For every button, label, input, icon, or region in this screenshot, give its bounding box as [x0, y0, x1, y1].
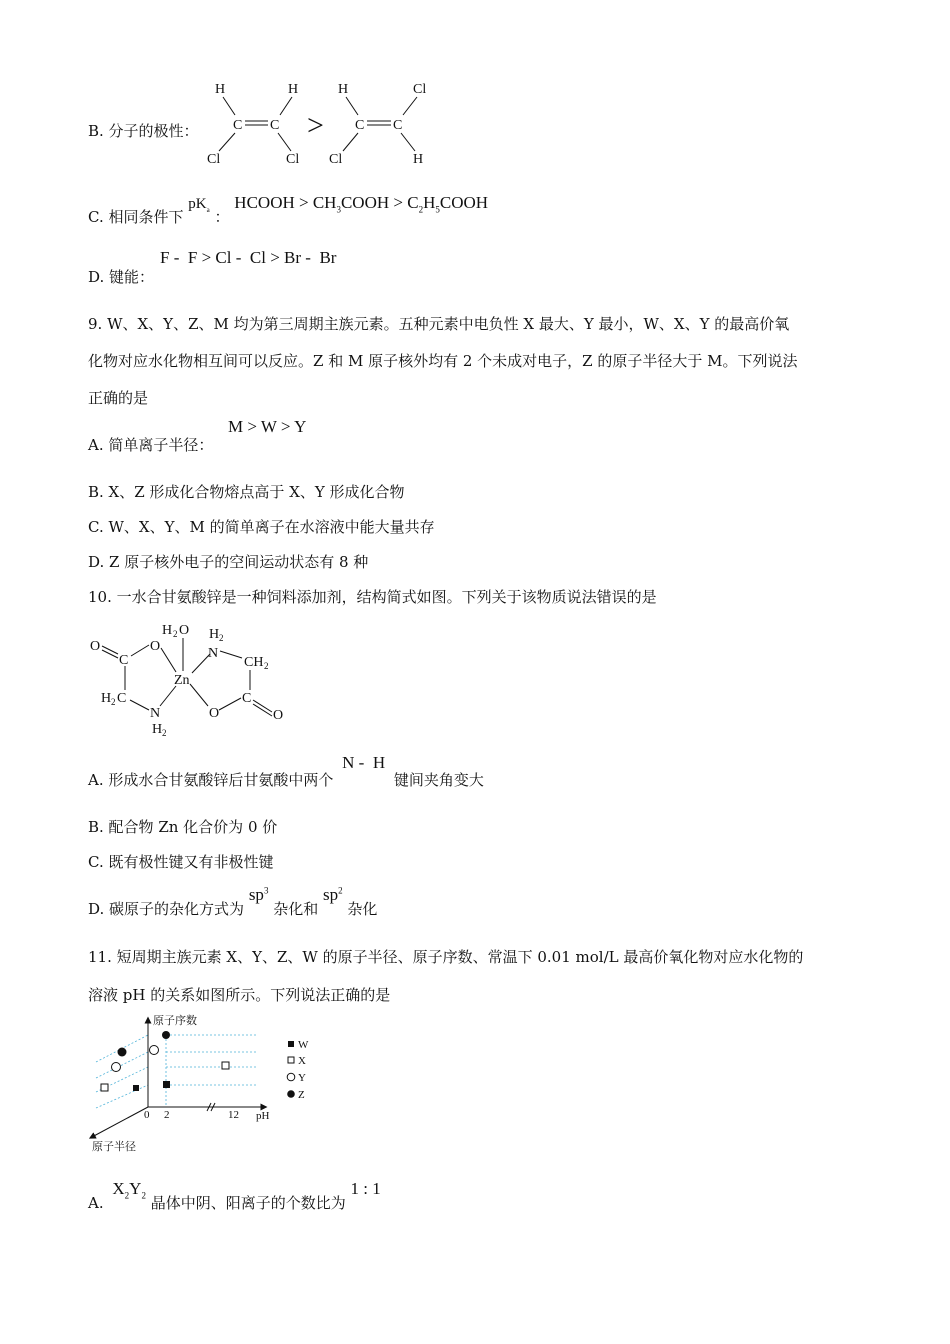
q10-option-b: B. 配合物 Zn 化合价为 0 价	[88, 818, 278, 836]
cis-cl1: Cl	[207, 152, 221, 167]
atom-n-top	[208, 627, 224, 661]
q10-option-d-pre: D. 碳原子的杂化方式为	[88, 900, 245, 918]
q9-ion-radius-order: M > W > Y	[228, 417, 307, 436]
atom-o-dbl-left: O	[90, 639, 101, 654]
q8-bond-energy-order: F - F > Cl - Cl > Br - Br	[160, 248, 337, 267]
legend-y: Y	[298, 1072, 306, 1084]
q9-stem-line3: 正确的是	[88, 389, 149, 407]
svg-text:2: 2	[111, 697, 116, 707]
atom-c-left: C	[119, 653, 129, 668]
svg-text:2: 2	[173, 629, 178, 639]
svg-text:H: H	[162, 623, 173, 638]
q11-formula: $X_2Y_2$	[112, 1179, 146, 1201]
cis-c2: C	[270, 118, 280, 133]
q8-option-c-label: C. 相同条件下	[88, 208, 184, 226]
atom-c-right: C	[242, 691, 252, 706]
legend-z-marker	[287, 1090, 295, 1098]
zinc-glycinate-structure	[88, 618, 298, 740]
trans-cl1: Cl	[413, 82, 427, 97]
cis-cl2: Cl	[286, 152, 300, 167]
atom-o-bottom: O	[209, 706, 220, 721]
svg-text:H: H	[101, 691, 112, 706]
svg-text:H: H	[152, 722, 163, 737]
polarity-greater-sign: >	[307, 109, 324, 142]
atom-ch2-top	[244, 655, 269, 671]
q10-option-c: C. 既有极性键又有非极性键	[88, 853, 274, 871]
trans-dichloroethene	[329, 82, 426, 167]
q10-sp3: $sp^3$	[248, 885, 269, 904]
atom-o-left: O	[150, 639, 161, 654]
atom-zn: Zn	[174, 673, 190, 688]
q10-option-d-mid: 杂化和	[273, 900, 319, 918]
legend-y-marker	[287, 1073, 295, 1081]
q8-pka: $pK_a$	[188, 196, 210, 214]
z-axis	[92, 1107, 148, 1137]
cis-h2: H	[288, 82, 299, 97]
q11-option-a	[88, 1178, 381, 1212]
q10-option-a-pre: A. 形成水合甘氨酸锌后甘氨酸中两个	[88, 771, 334, 789]
chart-legend	[287, 1039, 309, 1101]
legend-w-marker	[288, 1041, 294, 1047]
q9-option-b: B. X、Z 形成化合物熔点高于 X、Y 形成化合物	[88, 483, 405, 501]
q10-option-d-post: 杂化	[347, 900, 378, 918]
q10-option-d	[88, 884, 378, 918]
svg-text:N: N	[208, 646, 219, 661]
q9-option-a-label: A. 简单离子半径：	[88, 436, 214, 454]
legend-x-marker	[288, 1057, 294, 1063]
svg-text:2: 2	[264, 661, 269, 671]
svg-text:N: N	[150, 706, 161, 721]
point-z	[162, 1031, 170, 1039]
q8-option-d-label: D. 键能：	[88, 268, 155, 286]
legend-x: X	[298, 1055, 306, 1067]
q8-option-c-colon: ：	[214, 208, 230, 226]
q10-option-a	[88, 752, 484, 789]
q9-option-c: C. W、X、Y、M 的简单离子在水溶液中能大量共存	[88, 518, 435, 536]
svg-text:H: H	[209, 627, 220, 642]
atom-water	[162, 623, 189, 639]
q11-element-chart	[86, 1012, 326, 1157]
q11-ratio: 1 : 1	[350, 1179, 381, 1198]
point-y-proj	[112, 1063, 121, 1072]
q11-option-a-mid: 晶体中阴、阳离子的个数比为	[150, 1194, 346, 1212]
q8-option-b-label: B. 分子的极性：	[88, 122, 199, 140]
legend-w: W	[298, 1039, 309, 1051]
x-tick-0: 0	[144, 1109, 150, 1121]
x-tick-12: 12	[228, 1109, 239, 1121]
atom-n-bottom	[150, 706, 167, 738]
q10-nh-bond: N - H	[342, 753, 386, 772]
svg-text:2: 2	[162, 728, 167, 738]
q10-stem: 10. 一水合甘氨酸锌是一种饲料添加剂，结构简式如图。下列关于该物质说法错误的是	[88, 588, 657, 606]
y-axis-label: 原子序数	[153, 1014, 197, 1027]
trans-h2: H	[413, 152, 424, 167]
point-w-proj	[133, 1085, 139, 1091]
atom-o-dbl-right: O	[273, 708, 284, 723]
z-axis-label: 原子半径	[92, 1140, 136, 1153]
chart-guides	[96, 1035, 256, 1108]
legend-z: Z	[298, 1089, 305, 1101]
point-x	[222, 1062, 229, 1069]
q11-stem-line2: 溶液 pH 的关系如图所示。下列说法正确的是	[88, 986, 391, 1004]
q11-stem-line1: 11. 短周期主族元素 X、Y、Z、W 的原子半径、原子序数、常温下 0.01 mol/L 最高价氧化物对应水化物的	[88, 948, 804, 966]
point-w	[163, 1081, 170, 1088]
point-y	[150, 1046, 159, 1055]
svg-text:CH: CH	[244, 655, 264, 670]
q11-option-a-pre: A.	[88, 1194, 104, 1212]
cis-h1: H	[215, 82, 226, 97]
q10-option-a-post: 键间夹角变大	[393, 771, 484, 789]
q8-option-c	[88, 192, 489, 226]
trans-c2: C	[393, 118, 403, 133]
point-z-proj	[118, 1048, 127, 1057]
trans-cl2: Cl	[329, 152, 343, 167]
q10-sp2: $sp^2$	[323, 885, 343, 904]
atom-h2c	[101, 691, 126, 707]
chart-points	[101, 1031, 229, 1091]
q9-option-d: D. Z 原子核外电子的空间运动状态有 8 种	[88, 553, 369, 571]
q9-stem-line2: 化物对应水化物相互间可以反应。Z 和 M 原子核外均有 2 个未成对电子，Z 的原子半径大于 M。下列说法	[88, 352, 798, 370]
trans-h1: H	[338, 82, 349, 97]
svg-text:O: O	[179, 623, 190, 638]
point-x-proj	[101, 1084, 108, 1091]
trans-c1: C	[355, 118, 365, 133]
q8-acid-order: HCOOH > $CH_3COOH$ > $C_2H_5COOH$	[234, 193, 489, 215]
svg-text:C: C	[117, 691, 127, 706]
q9-stem-line1: 9. W、X、Y、Z、M 均为第三周期主族元素。五种元素中电负性 X 最大、Y 最小，W、X、Y 的最高价氧	[88, 315, 790, 333]
svg-text:2: 2	[219, 633, 224, 643]
q8-polarity-molecules	[195, 75, 445, 175]
cis-dichloroethene	[207, 82, 299, 167]
cis-c1: C	[233, 118, 243, 133]
x-tick-2: 2	[164, 1109, 170, 1121]
x-axis-label: pH	[256, 1110, 270, 1122]
